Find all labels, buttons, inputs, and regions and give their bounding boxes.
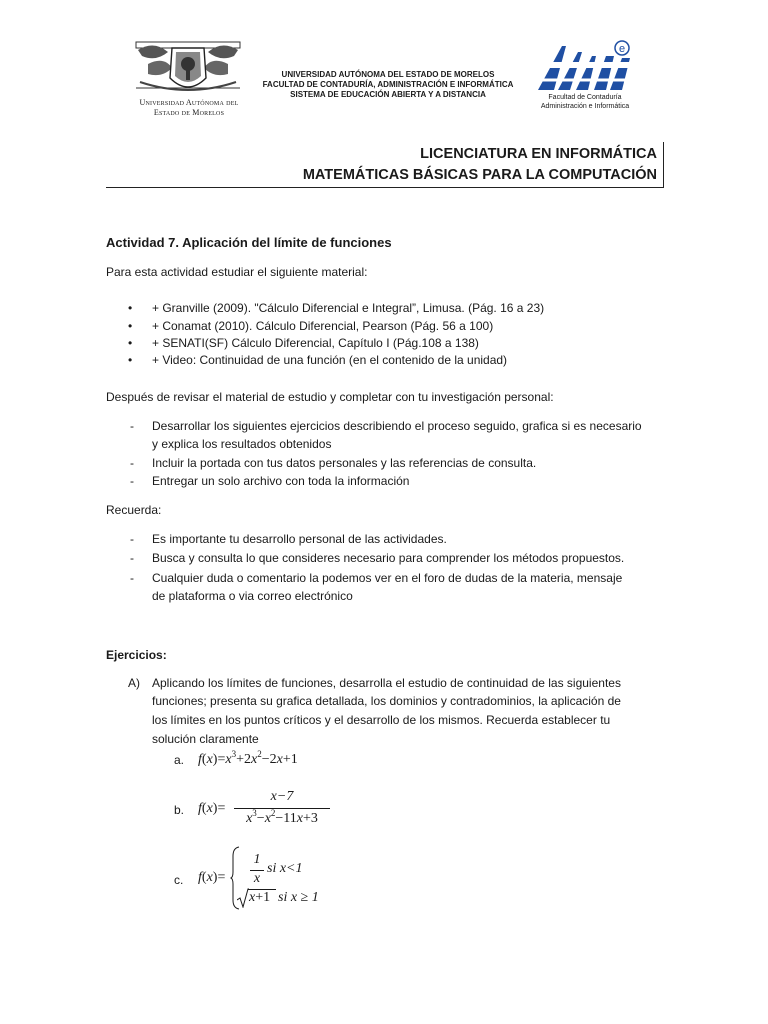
program-title: LICENCIATURA EN INFORMÁTICA	[420, 146, 657, 162]
dash-marker: -	[130, 551, 134, 565]
function-c-lhs: f(x)=	[198, 870, 226, 885]
bullet-icon: •	[128, 353, 133, 367]
dash-marker: -	[130, 456, 134, 470]
piece1-condition: si x<1	[267, 861, 303, 876]
list-item: Desarrollar los siguientes ejercicios describiendo el proceso seguido, grafica si es necesario	[152, 419, 642, 433]
fcaei-logo	[536, 40, 634, 96]
institution-line1: UNIVERSIDAD AUTÓNOMA DEL ESTADO DE MORELOS	[281, 70, 495, 79]
exercise-text-line: Aplicando los límites de funciones, desarrolla el estudio de continuidad de las siguientes	[152, 676, 621, 690]
function-b-lhs: f(x)=	[198, 801, 226, 816]
course-title: MATEMÁTICAS BÁSICAS PARA LA COMPUTACIÓN	[302, 167, 657, 183]
exercises-label: Ejercicios:	[106, 648, 167, 662]
after-intro: Después de revisar el material de estudio y completar con tu investigación personal:	[106, 390, 554, 404]
exercise-text-line: solución claramente	[152, 732, 259, 746]
function-b-numerator: x−7	[270, 789, 294, 804]
list-item: + Video: Continuidad de una función (en el contenido de la unidad)	[152, 353, 508, 367]
list-item: y explica los resultados obtenidos	[152, 437, 332, 451]
list-item: + Conamat (2010). Cálculo Diferencial, Pearson (Pág. 56 a 100)	[152, 319, 494, 333]
uaem-name	[124, 98, 254, 118]
item-c-label: c.	[174, 873, 184, 887]
list-item: Entregar un solo archivo con toda la información	[152, 474, 410, 488]
activity-intro: Para esta actividad estudiar el siguiente material:	[106, 265, 368, 279]
uaem-name-line1: Universidad Autónoma del	[139, 98, 239, 107]
piece1-denominator: x	[253, 871, 261, 886]
institution-line3: SISTEMA DE EDUCACIÓN ABIERTA Y A DISTANCIA	[290, 90, 486, 99]
fcaei-caption-line1: Facultad de Contaduría	[548, 94, 622, 101]
list-item: Incluir la portada con tus datos personales y las referencias de consulta.	[152, 456, 537, 470]
function-a: $f(x)=x^3+2x^2-2x+1$	[198, 749, 298, 767]
list-item: Cualquier duda o comentario la podemos ver en el foro de dudas de la materia, mensaje	[152, 571, 623, 585]
list-item: + Granville (2009). "Cálculo Diferencial e Integral”, Limusa. (Pág. 16 a 23)	[152, 301, 545, 315]
item-a-label: a.	[174, 753, 185, 767]
function-b-denominator: $x^3-x^2-11x+3$	[246, 808, 318, 826]
exercise-a-marker: A)	[128, 676, 140, 690]
dash-marker: -	[130, 571, 134, 585]
fraction-bar	[234, 808, 330, 809]
list-item: + SENATI(SF) Cálculo Diferencial, Capítulo I (Pág.108 a 138)	[152, 336, 479, 350]
uaem-name-line2: Estado de Morelos	[153, 108, 225, 117]
piece2-condition: si x ≥ 1	[278, 890, 319, 905]
fcaei-caption	[530, 93, 640, 111]
fcaei-caption-line2: Administración e Informática	[540, 103, 630, 110]
piece1-numerator: 1	[253, 852, 261, 867]
bullet-icon: •	[128, 301, 133, 315]
piece2-expression: x+1	[249, 890, 271, 905]
dash-marker: -	[130, 419, 134, 433]
dash-marker: -	[130, 532, 134, 546]
square-root-icon	[237, 888, 249, 908]
uaem-crest-logo	[134, 38, 242, 98]
list-item: de plataforma o via correo electrónico	[152, 589, 353, 603]
bullet-icon: •	[128, 319, 133, 333]
course-title-box	[106, 142, 664, 188]
list-item: Busca y consulta lo que consideres necesario para comprender los métodos propuestos.	[152, 551, 625, 565]
exercise-text-line: funciones; presenta su grafica detallada, los dominios y contradominios, la aplicación de	[152, 694, 621, 708]
institution-heading	[238, 70, 538, 100]
exercise-text-line: los límites en los puntos críticos y el desarrollo de los mismos. Recuerda establecer tu	[152, 713, 611, 727]
dash-marker: -	[130, 474, 134, 488]
item-b-label: b.	[174, 803, 185, 817]
institution-line2: FACULTAD DE CONTADURÍA, ADMINISTRACIÓN E INFORMÁTICA	[262, 80, 514, 89]
list-item: Es importante tu desarrollo personal de las actividades.	[152, 532, 447, 546]
remember-label: Recuerda:	[106, 503, 162, 517]
bullet-icon: •	[128, 336, 133, 350]
activity-title: Actividad 7. Aplicación del límite de funciones	[106, 235, 392, 250]
fcaei-logo-letter: e	[618, 43, 626, 55]
